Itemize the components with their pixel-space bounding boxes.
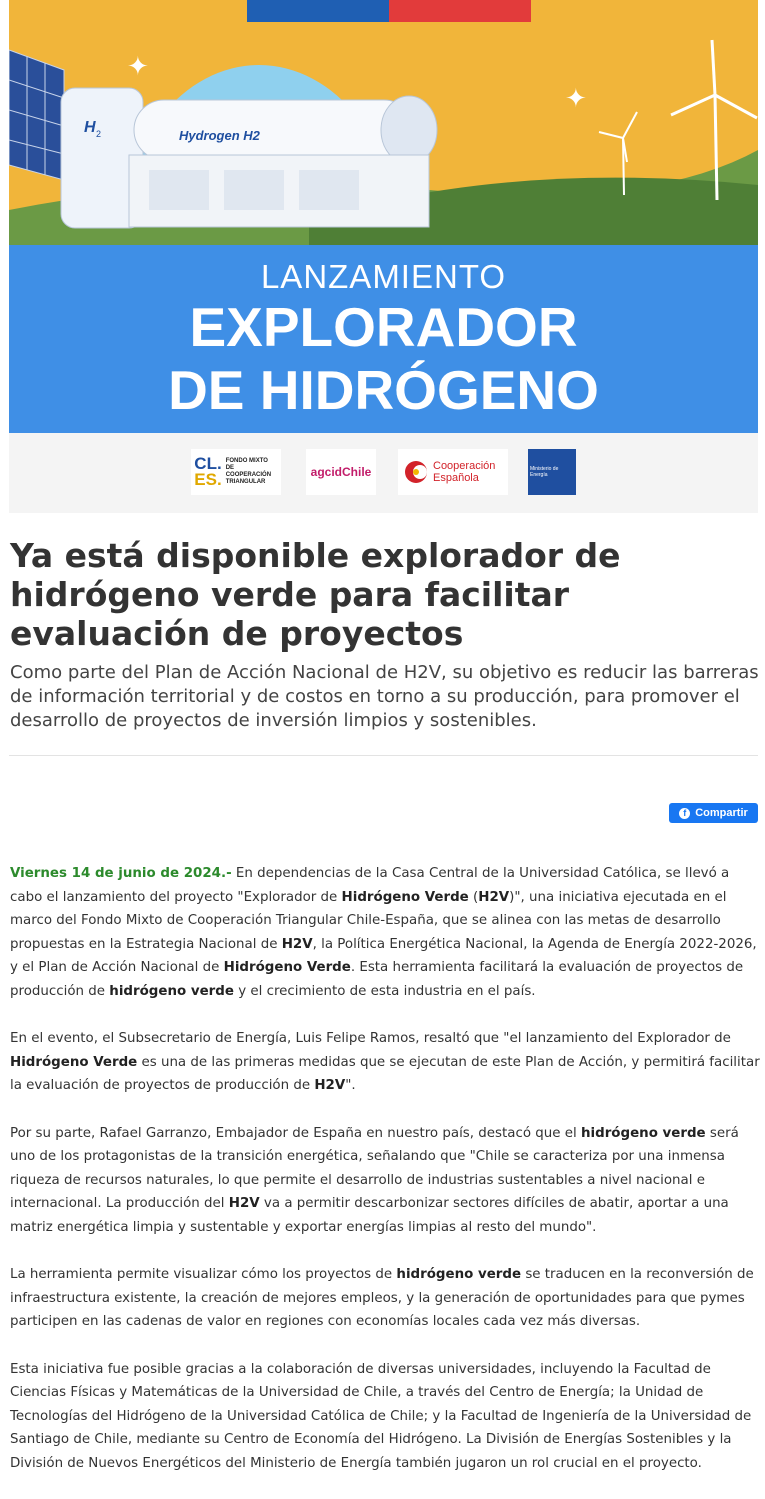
hero-banner — [9, 0, 758, 513]
svg-text:2: 2 — [96, 129, 102, 139]
article-lead: Como parte del Plan de Acción Nacional de H2V, su objetivo es reducir las barreras de información territorial y de costos en torno a su producción, para promover el desarrollo de proyectos de inversión limpios y sostenibles. — [10, 662, 759, 731]
cooperacion-espanola-logo: Cooperación Española — [398, 449, 508, 495]
article-paragraph: Por su parte, Rafael Garranzo, Embajador de España en nuestro país, destacó que el hidrógeno verde será uno de los protagonistas de la transición energética, señalando que "Chile se caracteriza por una inmensa riqueza de recursos naturales, lo que permite el desarrollo de industrias sustentables a nivel nacional e internacional. La producción del H2V va a permitir descarbonizar sectores difíciles de abatir, aportar a una matriz energética limpia y sustentable y exportar energías limpias al resto del mundo". — [10, 1125, 739, 1235]
article-date: Viernes 14 de junio de 2024.- — [10, 866, 232, 881]
hero-illustration — [9, 0, 758, 245]
article-paragraph: Esta iniciativa fue posible gracias a la colaboración de diversas universidades, incluyendo la Facultad de Ciencias Físicas y Matemáticas de la Universidad de Chile, a través del Centro de Energía; la Unidad de Tecnologías del Hidrógeno de la Universidad Católica de Chile; y la Facultad de Ingeniería de la Universidad de Santiago de Chile, mediante su Centro de Economía del Hidrógeno. La División de Energías Sostenibles y la División de Nuevos Energéticos del Ministerio de Energía también jugaron un rol crucial en el proyecto. — [10, 1361, 752, 1471]
cooperacion-icon — [403, 459, 429, 485]
svg-text:H: H — [84, 119, 96, 136]
article-paragraph: En el evento, el Subsecretario de Energía, Luis Felipe Ramos, resaltó que "el lanzamiento del Explorador de Hidrógeno Verde es una de las primeras medidas que se ejecutan de este Plan de Acción, y permitirá facilitar la evaluación de proyectos de producción de H2V". — [10, 1031, 760, 1093]
divider — [9, 755, 758, 756]
sparkle-icon: ✦ — [127, 52, 149, 82]
facebook-icon: f — [679, 808, 690, 819]
hero-title-line2: DE HIDRÓGENO — [168, 359, 599, 421]
article-title: Ya está disponible explorador de hidrógeno verde para facilitar evaluación de proyectos — [10, 536, 621, 653]
article-paragraph: Viernes 14 de junio de 2024.- En dependencias de la Casa Central de la Universidad Católica, se llevó a cabo el lanzamiento del proyecto "Explorador de Hidrógeno Verde (H2V)", una iniciativa ejecutada en el marco del Fondo Mixto de Cooperación Triangular Chile-España, que se alinea con las metas de desarrollo propuestas en la Estrategia Nacional de H2V, la Política Energética Nacional, la Agenda de Energía 2022-2026, y el Plan de Acción Nacional de Hidrógeno Verde. Esta herramienta facilitará la evaluación de proyectos de producción de hidrógeno verde y el crecimiento de esta industria en el país. — [10, 866, 757, 999]
partner-logos-strip — [9, 433, 758, 513]
tank-label: Hydrogen H2 — [179, 128, 260, 143]
article-paragraph: La herramienta permite visualizar cómo los proyectos de hidrógeno verde se traducen en la reconversión de infraestructura existente, la creación de mejores empleos, y la generación de oportunidades para que pymes participen en las cadenas de valor en regiones con economías locales cada vez más diversas. — [10, 1267, 754, 1329]
agcid-logo: agcidChile — [306, 449, 376, 495]
solar-panel-icon — [9, 50, 64, 180]
cles-logo: CL. ES. FONDO MIXTO DE COOPERACIÓN TRIANGULAR — [191, 449, 281, 495]
hero-subtitle: LANZAMIENTO — [260, 258, 507, 295]
gov-color-bar — [247, 0, 531, 22]
ministerio-energia-logo: Ministerio de Energía — [528, 449, 576, 495]
sparkle-icon: ✦ — [565, 84, 587, 114]
facebook-share-button[interactable]: f Compartir — [669, 803, 758, 823]
hero-title-line1: EXPLORADOR — [189, 296, 578, 358]
article-body — [10, 862, 760, 1499]
